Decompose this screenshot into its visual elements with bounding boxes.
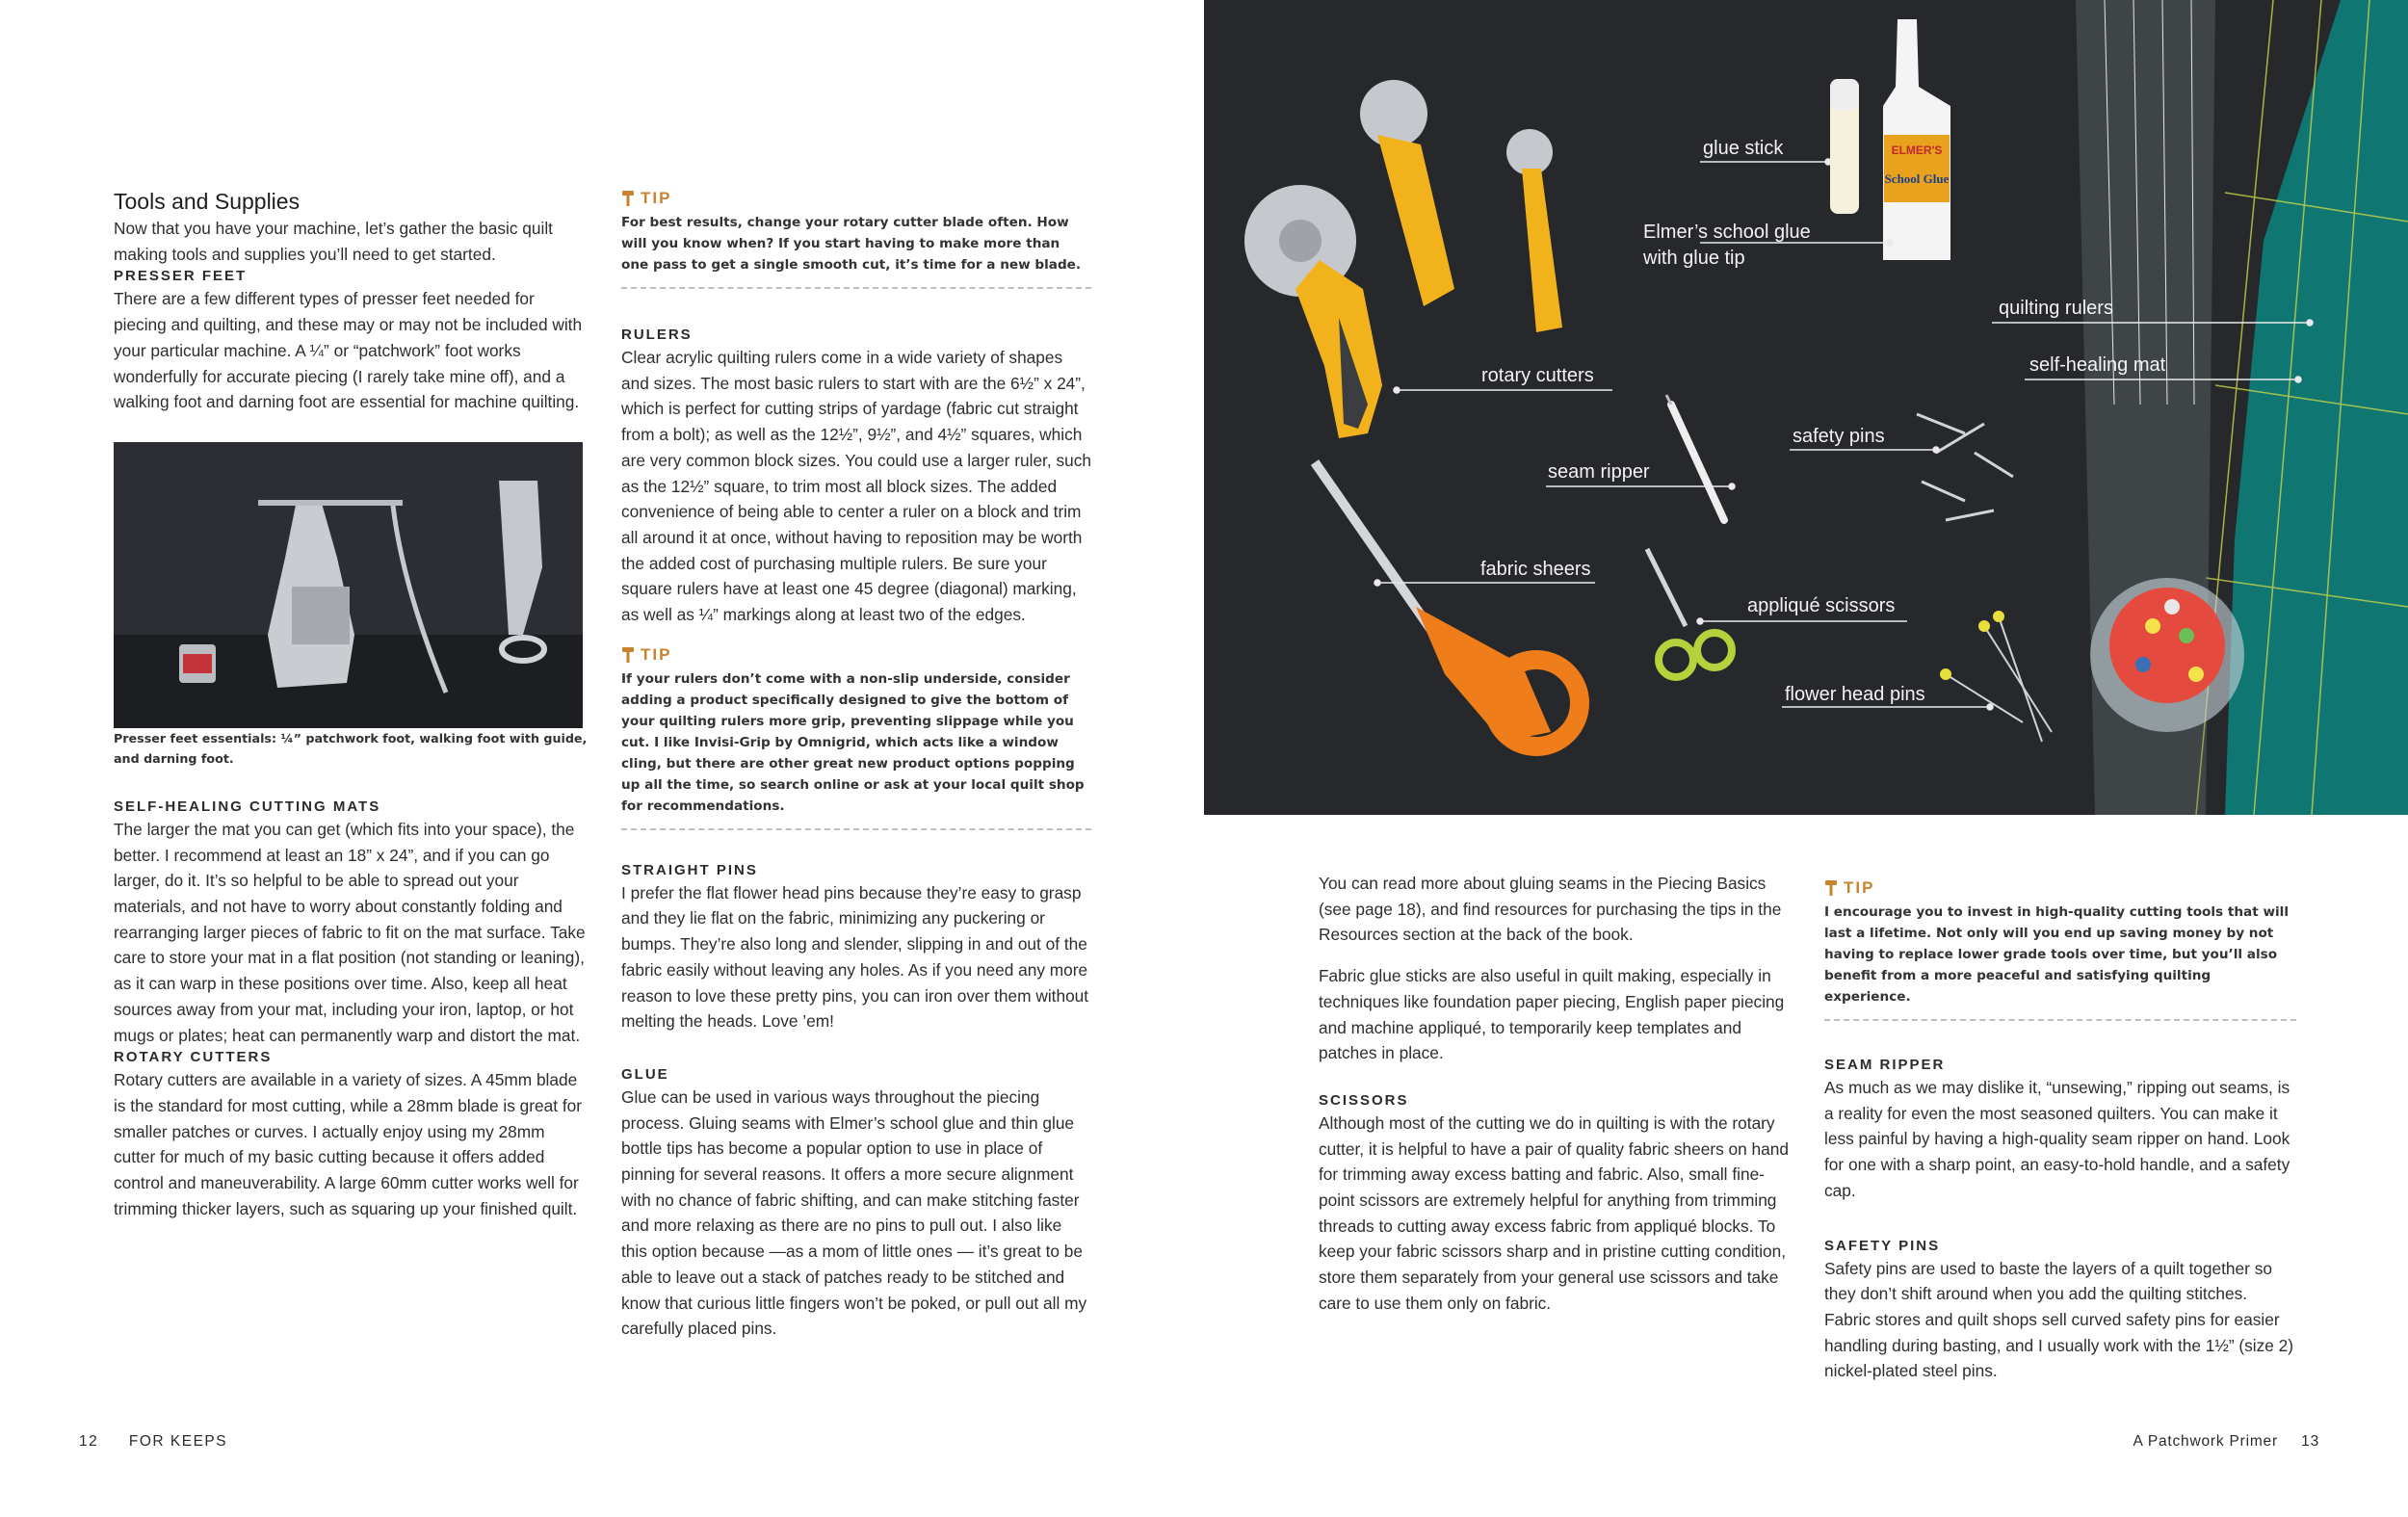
label-fabric-sheers: fabric sheers [1480,559,1591,580]
safety-pins-body: Safety pins are used to baste the layers of a quilt together so they don’t shift around when you add the quilting stitches. Fabric stores and quilt shops sell curved safety pins for easier handling during basting, and I usually work with the 1½” (size 2) nickel-plated steel pins. [1824,1258,2294,1381]
presser-feet-photo [114,442,583,728]
glue-continued-paragraph: You can read more about gluing seams in the Piecing Basics (see page 18), and find resources for purchasing the tips in the Resources section at the back of the book. [1319,874,1782,945]
chapter-title: A Patchwork Primer [2133,1433,2278,1450]
tip-label: TIP [641,189,672,207]
label-elmers-line2: with glue tip [1643,248,1745,269]
straight-pins-body: I prefer the flat flower head pins because they’re easy to grasp and they lie flat on the fabric, minimizing any puckering or bumps. They’re also long and slender, slipping in and out of the fabric easily without leaving any holes. As if you need any more reason to love these pretty pins, you can iron over them without melting the heads. Love ’em! [621,882,1089,1032]
label-safety-pins: safety pins [1793,426,1885,447]
glue-sticks-paragraph: Fabric glue sticks are also useful in quilt making, especially in techniques like foundation paper piecing, English paper piecing and machine appliqué, to temporarily keep templates and patches in place. [1319,966,1785,1063]
rotary-cutters-heading: ROTARY CUTTERS [114,1049,273,1066]
glue-body: Glue can be used in various ways throughout the piecing process. Gluing seams with Elmer’s school glue and thin glue bottle tips has become a popular option to use in place of pinning for several reasons. It offers a more secure alignment with no chance of fabric shifting, and can make stitching faster and more relaxing as there are no pins to pull out. I also like this option because —as a mom of little ones — it’s great to be able to leave out a stack of patches ready to be stitched and know that curious little fingers won’t be poked, or pull out all my carefully placed pins. [621,1086,1087,1339]
label-glue-stick: glue stick [1703,138,1784,159]
rotary-cutters-body: Rotary cutters are available in a variety of sizes. A 45mm blade is the standard for most cutting, while a 28mm blade is great for smaller patches or curves. I actually enjoy using my 28mm cutter for much of my basic cutting because it offers added control and maneuverability. A large 60mm cutter works well for trimming thicker layers, such as squaring up your finished quilt. [114,1070,583,1218]
tip-box-3 [1824,878,2296,1021]
label-rotary-cutters: rotary cutters [1481,365,1594,386]
seam-ripper-body: As much as we may dislike it, “unsewing,” ripping out seams, is a reality for even the most seasoned quilters. You can make it less painful by having a high-quality seam ripper on hand. Look for one with a sharp point, an easy-to-hold handle, and a safety cap. [1824,1078,2290,1200]
pin-icon [621,190,635,207]
scissors-heading: SCISSORS [1319,1091,1409,1109]
presser-feet-body: There are a few different types of presser feet needed for piecing and quilting, and these may or may not be included with your particular machine. A ¼” or “patchwork” foot works wonderfully for accurate piecing (I rarely take mine off), and a walking foot and darning foot are essential for machine quilting. [114,289,583,412]
tip-box-1 [621,189,1091,289]
glue-name-text: School Glue [1884,171,1950,186]
cutting-mats-heading: SELF-HEALING CUTTING MATS [114,798,381,815]
label-self-healing-mat: self-healing mat [2029,354,2166,376]
column-4 [1824,878,2296,1384]
page-number-left: 12 [79,1433,99,1450]
glue-brand-text: ELMER'S [1891,144,1943,157]
straight-pins-heading: STRAIGHT PINS [621,861,758,878]
scissors-body: Although most of the cutting we do in quilting is with the rotary cutter, it is helpful to have a pair of quality fabric sheers on hand for trimming away excess batting and fabric. Also, small fine-point scissors are extremely helpful for anything from trimming threads to cutting away excess fabric from appliqué blocks. To keep your fabric scissors sharp and in pristine cutting condition, store them separately from your general use scissors and take care to use them only on fabric. [1319,1112,1790,1313]
tip-box-2 [621,645,1091,830]
rulers-body: Clear acrylic quilting rulers come in a wide variety of shapes and sizes. The most basic rulers to start with are the 6½” x 24”, which is perfect for cutting strips of yardage (fabric cut straight from a bolt); as well as the 12½”, 9½”, and 4½” squares, which are very common block sizes. You could use a larger ruler, such as the 12½” square, to trim most all block sizes. The added convenience of being able to center a ruler on a block and trim all around it at once, without having to reposition may be worth the added cost of purchasing multiple rulers. Be sure your square rulers have at least one 45 degree (diagonal) marking, as well as ¼” markings along at least two of the edges. [621,348,1091,625]
tip-text-1: For best results, change your rotary cutter blade often. How will you know when? If you start having to make more than one pass to get a single smooth cut, it’s time for a new blade. [621,212,1091,289]
tip-label: TIP [641,644,672,664]
label-flower-head-pins: flower head pins [1785,684,1925,705]
page-number-right: 13 [2301,1433,2319,1450]
label-elmers-line1: Elmer’s school glue [1643,222,1811,243]
tip-label: TIP [1844,878,1875,897]
seam-ripper-heading: SEAM RIPPER [1824,1057,1946,1073]
label-applique-scissors: appliqué scissors [1747,595,1896,616]
label-seam-ripper: seam ripper [1548,461,1650,483]
tip-text-2: If your rulers don’t come with a non-slip underside, consider adding a product specifically designed to give the bottom of your quilting rulers more grip, preventing slippage while you cut. I like Invisi-Grip by Omnigrid, which acts like a window cling, but there are other great new product options popping up all the time, so search online or ask at your local quilt shop for recommendations. [621,668,1091,830]
footer-left [79,1433,227,1451]
presser-feet-heading: PRESSER FEET [114,268,248,285]
safety-pins-heading: SAFETY PINS [1824,1237,1941,1254]
photo-caption: Presser feet essentials: ¼” patchwork foot, walking foot with guide, and darning foot. [114,730,588,766]
intro-paragraph: Now that you have your machine, let’s gather the basic quilt making tools and supplies you’ll need to get started. [114,219,553,264]
tip-text-3: I encourage you to invest in high-quality cutting tools that will last a lifetime. Not only will you end up saving money by not having to replace lower grade tools over time, but you’ll also benefit from a more peaceful and satisfying quilting experience. [1824,902,2296,1021]
presser-feet-illustration [114,442,583,728]
rulers-heading: RULERS [621,327,693,343]
tools-photo [1204,0,2408,815]
pin-icon [621,646,635,664]
glue-heading: GLUE [621,1065,669,1083]
column-2 [621,189,1091,1342]
footer-right [2133,1433,2319,1451]
pin-icon [1824,879,1838,897]
cutting-mats-body: The larger the mat you can get (which fits into your space), the better. I recommend at least an 18” x 24”, and if you can go larger, do it. It’s so helpful to be able to spread out your materials, and not have to worry about constantly folding and rearranging larger pieces of fabric to fit on the mat surface. Take care to store your mat in a flat position (not standing or leaning), as it can warp in these positions over time. Also, keep all heat sources away from your mat, including your iron, laptop, or hot mugs or plates; heat can permanently warp and distort the mat. [114,819,586,1045]
label-quilting-rulers: quilting rulers [1999,298,2113,319]
book-title: FOR KEEPS [128,1433,228,1450]
column-3 [1319,871,1791,1317]
column-1 [114,187,588,1221]
page-title: Tools and Supplies [114,189,301,214]
